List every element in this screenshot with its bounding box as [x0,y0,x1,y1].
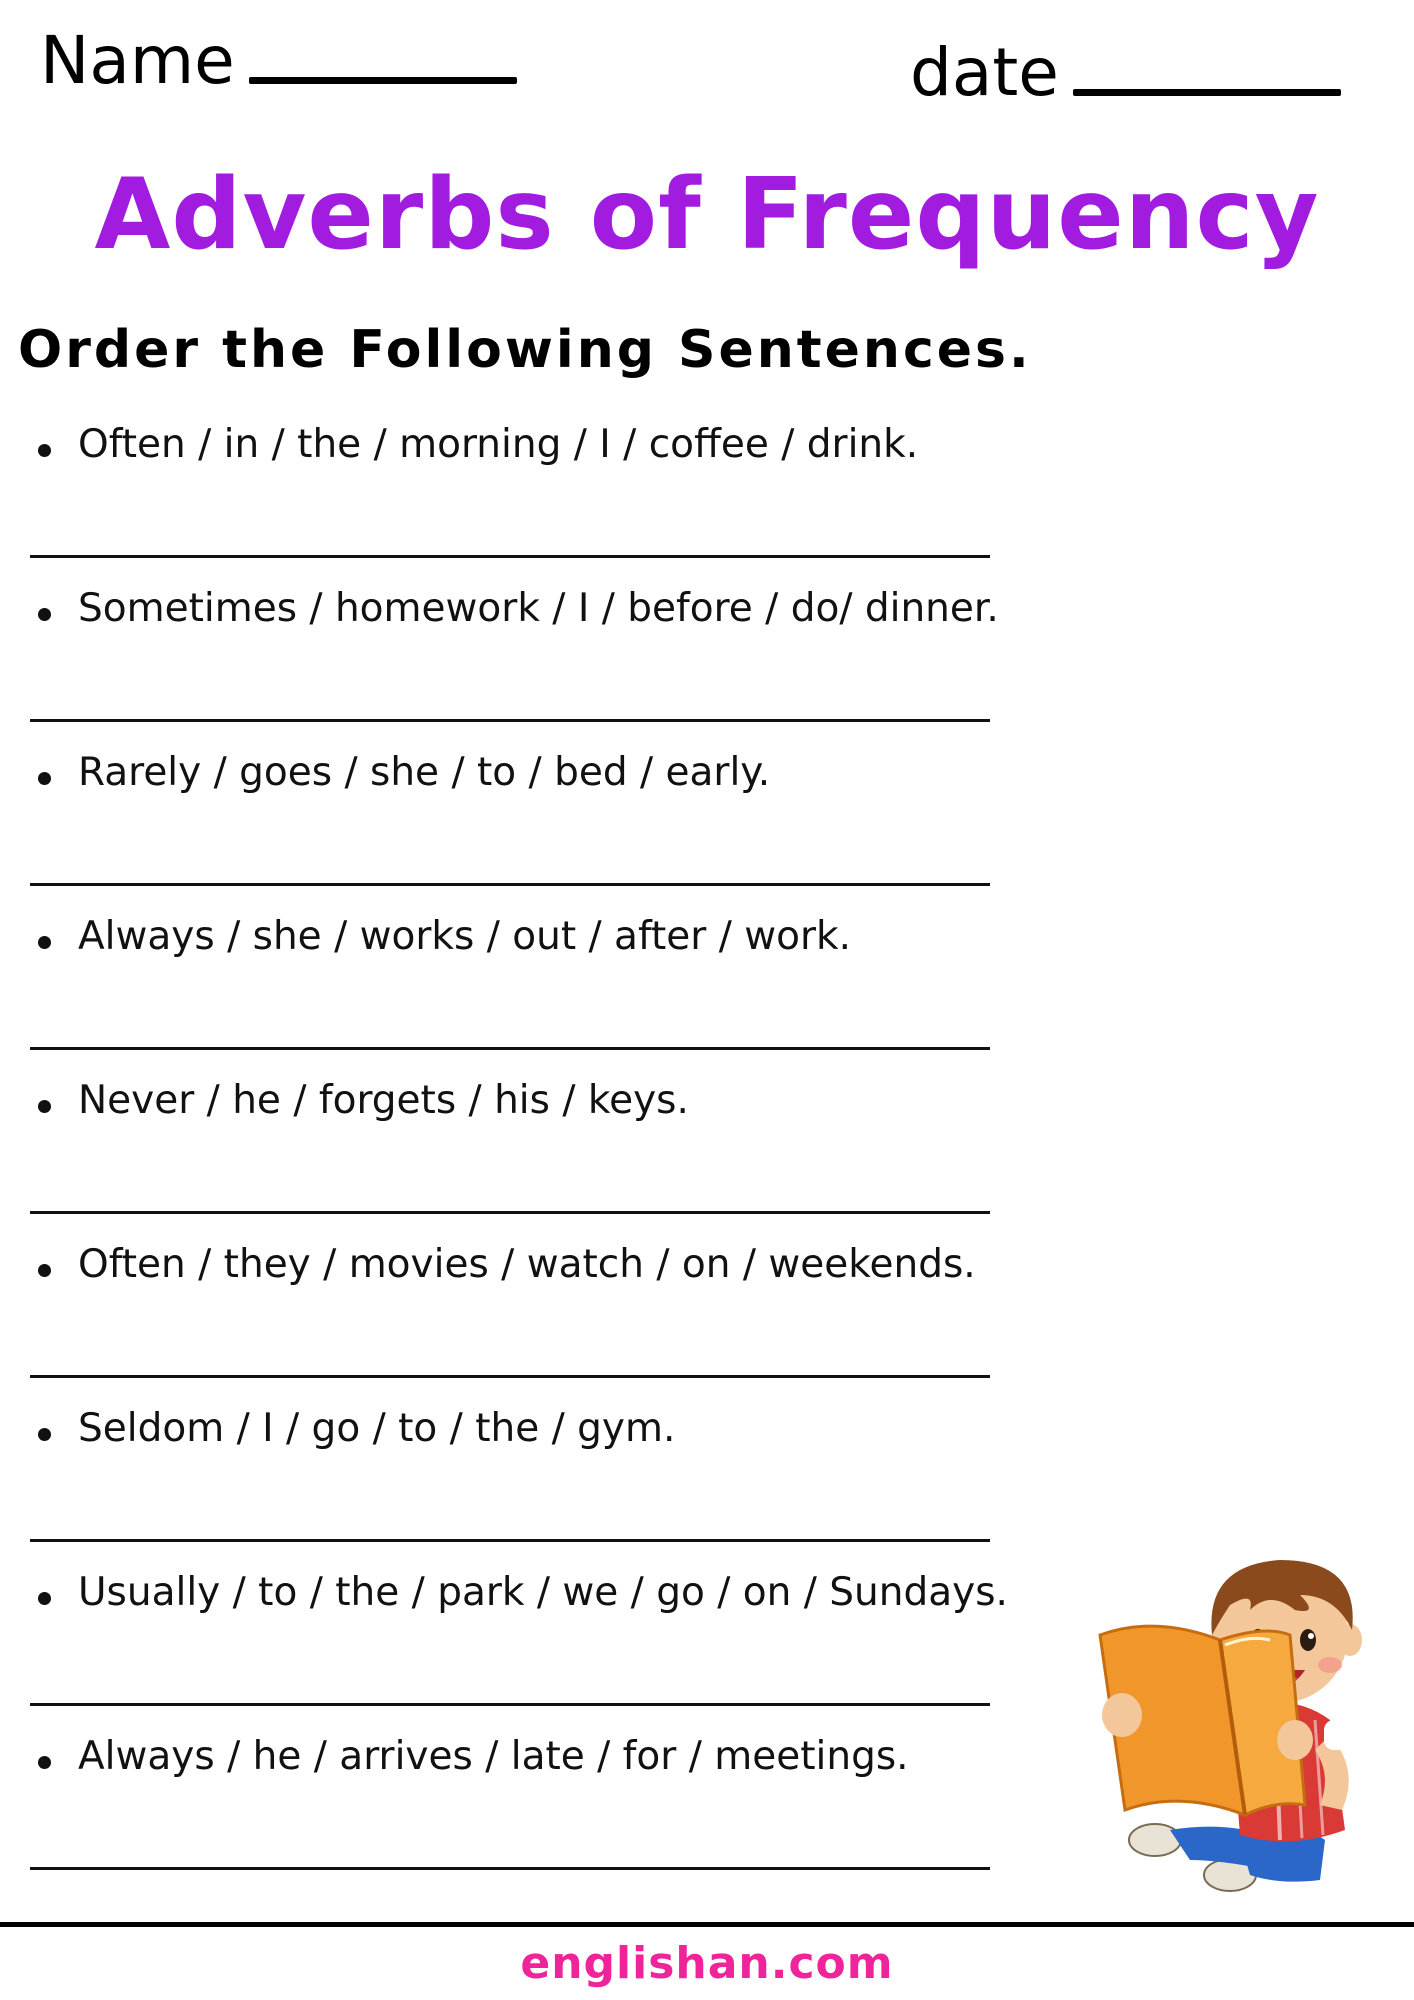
instruction-heading: Order the Following Sentences. [18,320,1032,380]
footer-website: englishan.com [520,1938,894,1989]
boy-reading-book-icon [1080,1540,1400,1920]
exercise-list [0,420,1008,1896]
bullet-icon [38,936,51,949]
bullet-icon [38,1100,51,1113]
exercise-item [0,748,1000,912]
answer-line[interactable] [30,1539,990,1542]
answer-line[interactable] [30,883,990,886]
bullet-icon [38,608,51,621]
exercise-item [0,1076,1000,1240]
name-label: Name [40,22,235,99]
answer-line[interactable] [30,1211,990,1214]
name-field[interactable] [40,22,517,99]
answer-line[interactable] [30,1047,990,1050]
bullet-icon [38,1592,51,1605]
answer-line[interactable] [30,555,990,558]
answer-line[interactable] [30,719,990,722]
date-label: date [910,34,1059,111]
exercise-sentence: Seldom / I / go / to / the / gym. [78,1406,676,1451]
date-field[interactable] [910,34,1341,111]
exercise-item [0,1732,1000,1896]
exercise-sentence: Usually / to / the / park / we / go / on / Sundays. [78,1570,1008,1615]
bullet-icon [38,772,51,785]
exercise-item [0,584,1000,748]
exercise-item [0,1568,1008,1732]
bullet-icon [38,444,51,457]
bullet-icon [38,1428,51,1441]
exercise-sentence: Sometimes / homework / I / before / do/ dinner. [78,586,999,631]
exercise-sentence: Never / he / forgets / his / keys. [78,1078,689,1123]
exercise-sentence: Always / he / arrives / late / for / meetings. [78,1734,909,1779]
answer-line[interactable] [30,1867,990,1870]
bullet-icon [38,1264,51,1277]
answer-line[interactable] [30,1703,990,1706]
exercise-item [0,912,1000,1076]
exercise-item [0,1240,1000,1404]
footer-divider [0,1922,1414,1927]
exercise-sentence: Often / in / the / morning / I / coffee / drink. [78,422,919,467]
answer-line[interactable] [30,1375,990,1378]
worksheet-title: Adverbs of Frequency [94,158,1320,272]
exercise-item [0,1404,1000,1568]
name-blank-line[interactable] [249,77,517,84]
date-blank-line[interactable] [1073,89,1341,96]
exercise-item [0,420,1000,584]
exercise-sentence: Always / she / works / out / after / work. [78,914,852,959]
exercise-sentence: Often / they / movies / watch / on / weekends. [78,1242,976,1287]
bullet-icon [38,1756,51,1769]
exercise-sentence: Rarely / goes / she / to / bed / early. [78,750,771,795]
